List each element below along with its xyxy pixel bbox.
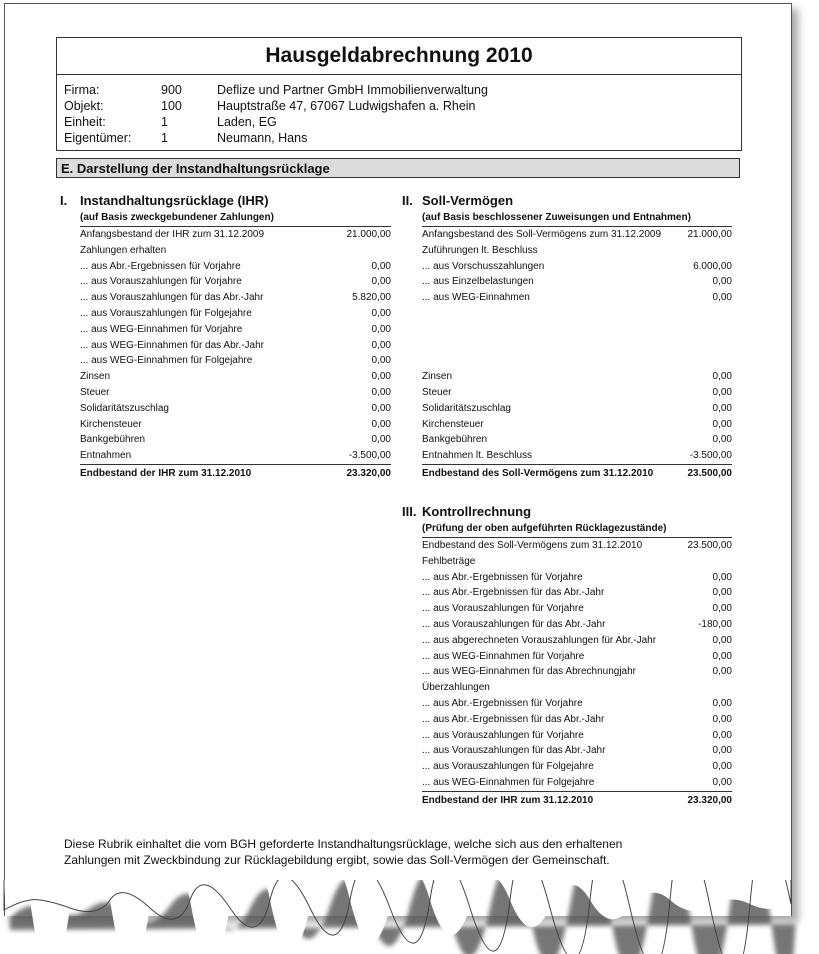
table-row <box>422 617 732 633</box>
block-number: III. <box>402 504 417 519</box>
row-value: 0,00 <box>712 603 732 615</box>
kontrolle-block <box>402 504 732 810</box>
row-value: 0,00 <box>712 761 732 773</box>
row-label: ... aus abgerechneten Vorauszahlungen für Abr.-Jahr <box>422 634 657 646</box>
table-row <box>422 385 732 401</box>
block-subtitle: (Prüfung der oben aufgeführten Rücklagezustände) <box>422 522 732 538</box>
row-value: 0,00 <box>371 307 391 319</box>
soll-block <box>402 193 732 483</box>
row-label: ... aus Vorauszahlungen für Vorjahre <box>80 276 242 288</box>
row-label: ... aus Abr.-Ergebnissen für das Abr.-Jahr <box>422 713 605 725</box>
table-row <box>422 227 732 243</box>
row-value: 0,00 <box>712 729 732 741</box>
row-value: -3.500,00 <box>689 450 732 462</box>
row-label: ... aus Vorschusszahlungen <box>422 260 545 272</box>
table-row <box>422 728 732 744</box>
row-label: ... aus Vorauszahlungen für das Abr.-Jahr <box>422 618 606 630</box>
meta-info <box>64 82 724 146</box>
row-value: 0,00 <box>371 386 391 398</box>
block-heading <box>402 504 732 522</box>
row-value: 0,00 <box>712 587 732 599</box>
table-row <box>422 712 732 728</box>
total-value: 23.500,00 <box>687 467 732 479</box>
table-row <box>80 401 391 417</box>
table-row <box>80 353 391 369</box>
row-label: Bankgebühren <box>422 434 488 446</box>
row-label: ... aus Vorauszahlungen für Vorjahre <box>422 603 584 615</box>
block-subtitle: (auf Basis beschlossener Zuweisungen und Entnahmen) <box>422 211 732 227</box>
block-number: II. <box>402 193 413 208</box>
row-value: 0,00 <box>712 386 732 398</box>
row-value: 0,00 <box>371 260 391 272</box>
meta-key: Einheit: <box>64 115 106 129</box>
row-value: 0,00 <box>371 323 391 335</box>
soll-rows-top <box>422 227 732 306</box>
meta-row-einheit <box>64 114 724 130</box>
meta-num: 1 <box>161 131 168 145</box>
row-label: ... aus WEG-Einnahmen für Folgejahre <box>80 355 253 367</box>
row-label: Kirchensteuer <box>422 418 484 430</box>
row-label: Anfangsbestand der IHR zum 31.12.2009 <box>80 229 265 240</box>
row-value: 0,00 <box>712 634 732 646</box>
row-label: ... aus WEG-Einnahmen für Vorjahre <box>80 323 243 335</box>
total-label: Endbestand der IHR zum 31.12.2010 <box>422 794 594 806</box>
row-label: Zahlungen erhalten <box>80 244 167 256</box>
table-row <box>422 633 732 649</box>
row-value: 0,00 <box>371 402 391 414</box>
table-row <box>422 432 732 448</box>
row-label: ... aus Vorauszahlungen für das Abr.-Jahr <box>422 745 606 757</box>
row-value: 0,00 <box>371 276 391 288</box>
row-label: ... aus WEG-Einnahmen für das Abr.-Jahr <box>80 339 264 351</box>
row-label: Endbestand des Soll-Vermögens zum 31.12.2010 <box>422 540 643 551</box>
table-row <box>422 417 732 433</box>
row-value: 0,00 <box>712 697 732 709</box>
table-row <box>422 538 732 554</box>
meta-value: Laden, EG <box>217 115 277 129</box>
row-value: 21.000,00 <box>346 229 391 240</box>
row-label: Bankgebühren <box>80 434 146 446</box>
row-label: Zinsen <box>422 371 453 383</box>
table-row <box>80 243 391 259</box>
meta-num: 900 <box>161 83 182 97</box>
table-row <box>422 259 732 275</box>
ihr-total-row <box>80 464 391 483</box>
row-label: ... aus Vorauszahlungen für Vorjahre <box>422 729 584 741</box>
kontrolle-total-row <box>422 791 732 810</box>
meta-value: Neumann, Hans <box>217 131 308 145</box>
table-row <box>80 259 391 275</box>
meta-row-eigentuemer <box>64 130 724 146</box>
row-label: Solidaritätszuschlag <box>422 402 511 414</box>
row-value: 0,00 <box>712 276 732 288</box>
row-value: 0,00 <box>712 434 732 446</box>
row-label: Zinsen <box>80 371 111 383</box>
meta-row-firma <box>64 82 724 98</box>
block-title: Soll-Vermögen <box>422 193 514 208</box>
row-label: Steuer <box>80 386 110 398</box>
row-value: 0,00 <box>371 371 391 383</box>
table-row <box>422 585 732 601</box>
row-label: ... aus Einzelbelastungen <box>422 276 534 288</box>
row-value: 5.820,00 <box>352 292 391 304</box>
footnote <box>64 836 744 868</box>
torn-paper-edge <box>0 880 819 954</box>
row-value: 0,00 <box>712 371 732 383</box>
block-heading <box>402 193 732 211</box>
table-row <box>80 417 391 433</box>
table-row <box>422 243 732 259</box>
table-row <box>80 306 391 322</box>
meta-num: 1 <box>161 115 168 129</box>
row-value: 0,00 <box>712 745 732 757</box>
row-label: Entnahmen lt. Beschluss <box>422 450 533 462</box>
table-row <box>80 322 391 338</box>
soll-rows-bottom <box>422 369 732 464</box>
total-value: 23.320,00 <box>687 794 732 806</box>
meta-key: Objekt: <box>64 99 104 113</box>
soll-total-row <box>422 464 732 483</box>
footnote-line: Zahlungen mit Zweckbindung zur Rücklagebildung ergibt, sowie das Soll-Vermögen der Gemeinschaft. <box>64 853 610 867</box>
table-row <box>422 664 732 680</box>
table-row <box>80 290 391 306</box>
row-label: Solidaritätszuschlag <box>80 402 169 414</box>
row-label: Fehlbeträge <box>422 555 476 567</box>
row-value: 0,00 <box>712 776 732 788</box>
footnote-line: Diese Rubrik einhaltet die vom BGH geforderte Instandhaltungsrücklage, welche sich aus den erhaltenen <box>64 837 623 851</box>
row-label: ... aus Vorauszahlungen für Folgejahre <box>80 307 252 319</box>
table-row <box>80 274 391 290</box>
block-title: Instandhaltungsrücklage (IHR) <box>80 193 269 208</box>
table-row <box>80 448 391 464</box>
meta-value: Deflize und Partner GmbH Immobilienverwaltung <box>217 83 488 97</box>
table-row <box>422 601 732 617</box>
row-value: 21.000,00 <box>687 229 732 240</box>
row-label: Steuer <box>422 386 452 398</box>
meta-key: Firma: <box>64 83 100 97</box>
ihr-rows <box>80 227 391 464</box>
meta-row-objekt <box>64 98 724 114</box>
table-row <box>422 680 732 696</box>
soll-spacer <box>422 306 732 369</box>
header-box <box>56 37 742 151</box>
row-value: 0,00 <box>712 292 732 304</box>
table-row <box>80 227 391 243</box>
row-label: ... aus Vorauszahlungen für Folgejahre <box>422 761 594 773</box>
row-label: ... aus WEG-Einnahmen für das Abrechnungjahr <box>422 666 637 678</box>
row-value: 0,00 <box>371 355 391 367</box>
row-value: 0,00 <box>712 666 732 678</box>
table-row <box>422 696 732 712</box>
table-row <box>80 369 391 385</box>
table-row <box>422 274 732 290</box>
block-title: Kontrollrechnung <box>422 504 532 519</box>
table-row <box>422 554 732 570</box>
table-row <box>80 385 391 401</box>
block-number: I. <box>60 193 68 208</box>
table-row <box>422 775 732 791</box>
block-subtitle: (auf Basis zweckgebundener Zahlungen) <box>80 211 391 227</box>
table-row <box>422 570 732 586</box>
table-row <box>422 369 732 385</box>
table-row <box>422 290 732 306</box>
row-label: ... aus Abr.-Ergebnissen für Vorjahre <box>422 697 583 709</box>
row-label: Überzahlungen <box>422 682 490 694</box>
table-row <box>422 743 732 759</box>
table-row <box>422 759 732 775</box>
row-value: 0,00 <box>371 434 391 446</box>
total-label: Endbestand des Soll-Vermögens zum 31.12.2010 <box>422 467 654 479</box>
row-label: ... aus WEG-Einnahmen für Vorjahre <box>422 650 585 662</box>
row-label: ... aus Abr.-Ergebnissen für das Abr.-Jahr <box>422 587 605 599</box>
row-value: 0,00 <box>712 650 732 662</box>
table-row <box>422 649 732 665</box>
row-value: 6.000,00 <box>693 260 732 272</box>
row-label: Zuführungen lt. Beschluss <box>422 244 538 256</box>
row-value: 0,00 <box>712 571 732 583</box>
row-label: ... aus Vorauszahlungen für das Abr.-Jahr <box>80 292 264 304</box>
block-heading <box>60 193 391 211</box>
row-value: 0,00 <box>712 418 732 430</box>
row-value: 0,00 <box>712 713 732 725</box>
document-title: Hausgeldabrechnung 2010 <box>57 38 741 75</box>
kontrolle-rows <box>422 538 732 791</box>
section-heading: E. Darstellung der Instandhaltungsrücklage <box>56 158 740 178</box>
row-label: ... aus WEG-Einnahmen für Folgejahre <box>422 776 595 788</box>
meta-num: 100 <box>161 99 182 113</box>
row-value: 0,00 <box>371 418 391 430</box>
meta-value: Hauptstraße 47, 67067 Ludwigshafen a. Rhein <box>217 99 476 113</box>
row-label: ... aus WEG-Einnahmen <box>422 292 530 304</box>
row-value: 23.500,00 <box>687 540 732 551</box>
row-value: 0,00 <box>371 339 391 351</box>
row-label: Entnahmen <box>80 450 132 462</box>
row-value: 0,00 <box>712 402 732 414</box>
row-value: -3.500,00 <box>348 450 391 462</box>
total-value: 23.320,00 <box>346 467 391 479</box>
ihr-block <box>60 193 391 483</box>
total-label: Endbestand der IHR zum 31.12.2010 <box>80 467 252 479</box>
row-label: ... aus Abr.-Ergebnissen für Vorjahre <box>80 260 241 272</box>
row-label: ... aus Abr.-Ergebnissen für Vorjahre <box>422 571 583 583</box>
table-row <box>422 448 732 464</box>
meta-key: Eigentümer: <box>64 131 132 145</box>
row-label: Kirchensteuer <box>80 418 142 430</box>
table-row <box>422 401 732 417</box>
table-row <box>80 432 391 448</box>
row-label: Anfangsbestand des Soll-Vermögens zum 31.12.2009 <box>422 229 662 240</box>
table-row <box>80 338 391 354</box>
row-value: -180,00 <box>698 618 732 630</box>
